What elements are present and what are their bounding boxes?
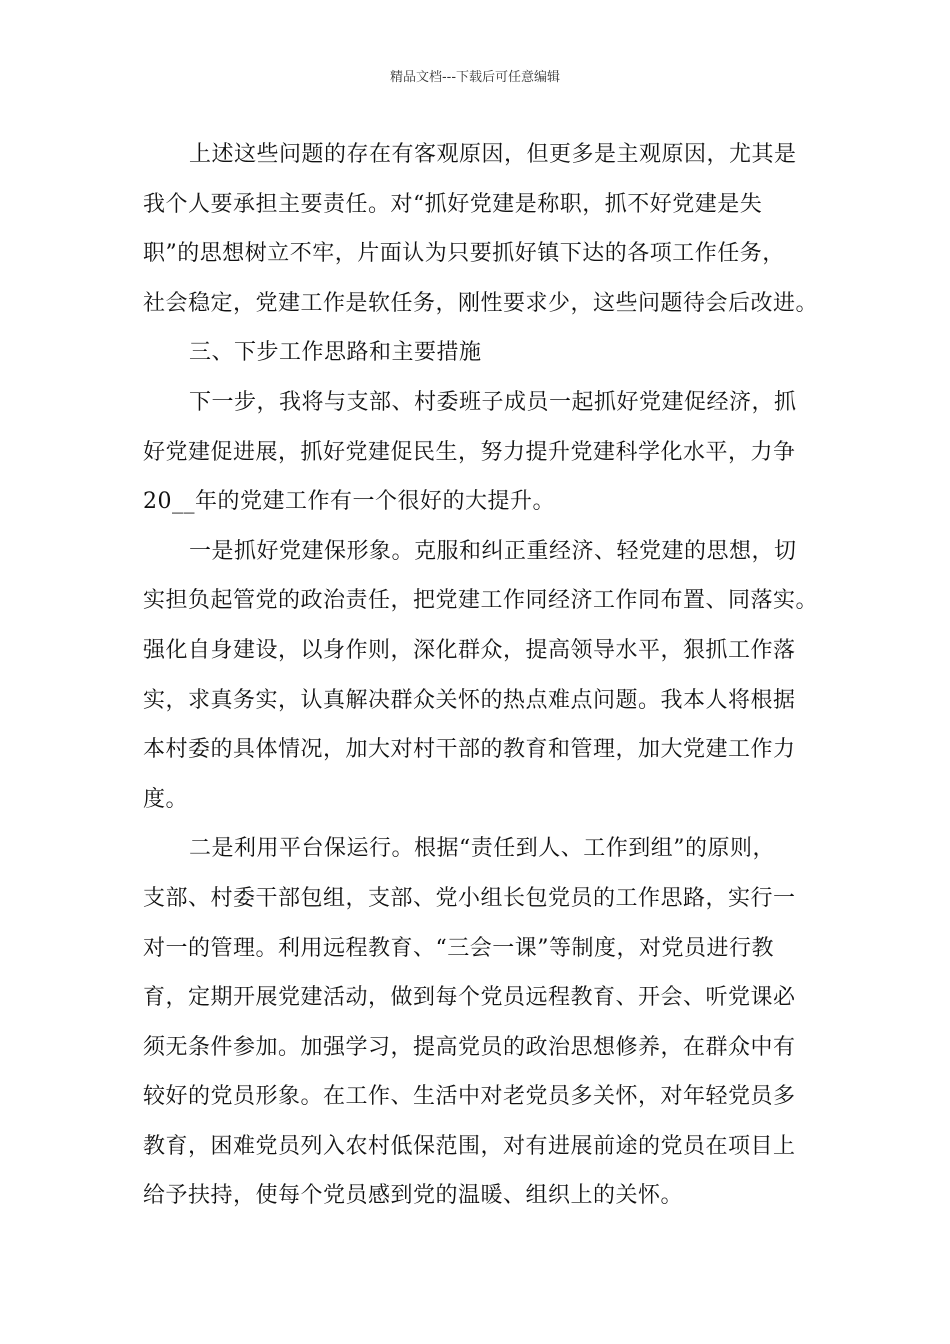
text-line: 下一步，我将与支部、村委班子成员一起抓好党建促经济，抓 bbox=[189, 389, 797, 415]
section-heading: 三、下步工作思路和主要措施 bbox=[189, 340, 482, 366]
text-line: 上述这些问题的存在有客观原因，但更多是主观原因，尤其是 bbox=[189, 142, 797, 167]
text-line: 对一的管理。利用远程教育、“三会一课”等制度，对党员进行教 bbox=[143, 935, 774, 961]
text-line: 好党建促进展，抓好党建促民生，努力提升党建科学化水平，力争 bbox=[143, 439, 796, 465]
text-line: 强化自身建设，以身作则，深化群众，提高领导水平，狠抓工作落 bbox=[143, 637, 796, 663]
text-line: 度。 bbox=[143, 786, 189, 812]
text-line: 社会稳定，党建工作是软任务，刚性要求少，这些问题待会后改进。 bbox=[143, 290, 819, 316]
text-line: 一是抓好党建保形象。克服和纠正重经济、轻党建的思想，切 bbox=[189, 538, 797, 564]
document-body bbox=[143, 130, 819, 1221]
text-line: 育，定期开展党建活动，做到每个党员远程教育、开会、听党课必 bbox=[143, 985, 796, 1011]
text-line: 实，求真务实，认真解决群众关怀的热点难点问题。我本人将根据 bbox=[143, 687, 796, 713]
text-line: 20__年的党建工作有一个很好的大提升。 bbox=[143, 489, 555, 515]
text-line: 支部、村委干部包组，支部、党小组长包党员的工作思路，实行一 bbox=[143, 885, 796, 911]
text-line: 教育，困难党员列入农村低保范围，对有进展前途的党员在项目上 bbox=[143, 1133, 796, 1159]
text-line: 我个人要承担主要责任。对“抓好党建是称职，抓不好党建是失 bbox=[143, 191, 763, 217]
text-line: 职”的思想树立不牢，片面认为只要抓好镇下达的各项工作任务， bbox=[143, 241, 785, 267]
text-line: 本村委的具体情况，加大对村干部的教育和管理，加大党建工作力 bbox=[143, 737, 796, 763]
text-line: 给予扶持，使每个党员感到党的温暖、组织上的关怀。 bbox=[143, 1183, 684, 1209]
page-header: 精品文档---下载后可任意编辑 bbox=[389, 70, 561, 85]
text-line: 须无条件参加。加强学习，提高党员的政治思想修养，在群众中有 bbox=[143, 1034, 796, 1060]
text-line: 实担负起管党的政治责任，把党建工作同经济工作同布置、同落实。 bbox=[143, 588, 819, 614]
text-line: 较好的党员形象。在工作、生活中对老党员多关怀，对年轻党员多 bbox=[143, 1084, 796, 1110]
text-line: 二是利用平台保运行。根据“责任到人、工作到组”的原则， bbox=[189, 836, 775, 862]
